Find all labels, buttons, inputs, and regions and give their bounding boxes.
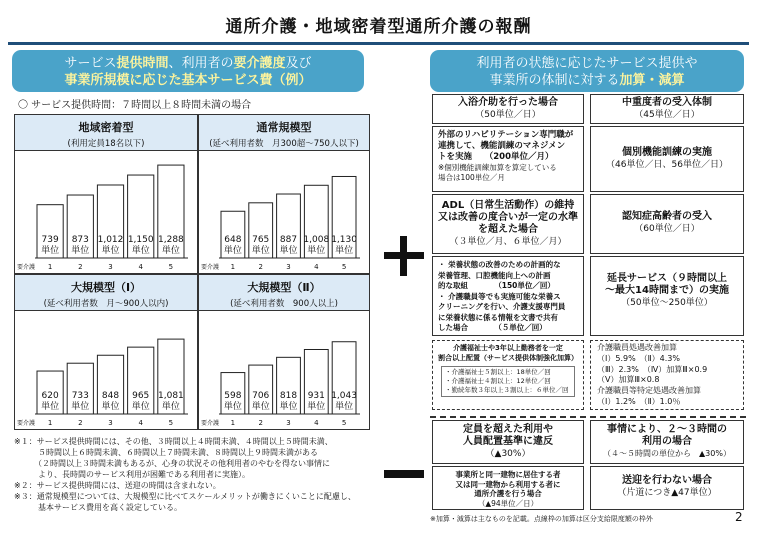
cell-line: した場合 （５単位／回） [438, 323, 547, 332]
x-tick-label: 5 [341, 419, 347, 427]
x-tick-label: 4 [138, 419, 143, 427]
cell-line: 介護職員等特定処遇改善加算 [597, 386, 701, 396]
cell-line: ・介護福祉士４割以上：12単位／回 [445, 377, 551, 385]
cell-value: （▲94単位／日） [477, 498, 539, 508]
cell-value: （46単位／日、56単位／日） [606, 160, 728, 170]
cell-value: （45単位／日） [634, 110, 700, 120]
short-use-subtraction [590, 420, 744, 464]
bar-unit-label: 単位 [279, 402, 298, 412]
bar-value-label: 739 [41, 235, 59, 245]
hdr-text: 事業所の体制に対する [489, 73, 620, 88]
note-line: ５時間以上６時間未満、６時間以上７時間未満、８時間以上９時間未満がある [14, 448, 318, 457]
bar-unit-label: 単位 [101, 246, 120, 256]
cell-line: 延長サービス（９時間以上 [607, 273, 727, 284]
cell-title: 中重度者の受入体制 [622, 97, 712, 108]
hdr-highlight: 要介護度 [233, 56, 286, 71]
cell-line: 利用の場合 [642, 436, 692, 447]
page-title: 通所介護・地域密着型通所介護の報酬 [225, 17, 532, 37]
cell-line: 外部のリハビリテーション専門職が [438, 130, 574, 140]
left-section-header [12, 50, 364, 92]
cell-line: ・ 栄養状態の改善のための計画的な [438, 260, 561, 269]
x-tick-label: 5 [168, 263, 174, 271]
bar-unit-label: 単位 [335, 246, 354, 256]
bar-value-label: 873 [71, 235, 89, 245]
hdr-text: 、利用者の [168, 56, 234, 71]
cell-line: ※個別機能訓練加算を算定している [438, 163, 557, 172]
cell-line: に栄養状態に係る情報を文書で共有 [438, 312, 558, 322]
individual-training-addition [590, 126, 744, 192]
x-tick-label: 3 [286, 419, 291, 427]
bar-chart [199, 151, 368, 272]
bar-value-label: 887 [279, 235, 298, 245]
bar-unit-label: 単位 [307, 246, 326, 256]
bar-chart [199, 311, 368, 428]
bar-value-label: 598 [224, 391, 242, 401]
service-time-condition: 〇 サービス提供時間：７時間以上８時間未満の場合 [18, 100, 252, 111]
cell-line: 又は同一建物から利用する者に [455, 479, 561, 489]
service-provision-strengthening-addition [432, 340, 584, 410]
same-building-subtraction [432, 466, 584, 510]
cell-line: （Ⅰ）1.2% （Ⅱ）1.0％ [597, 396, 681, 406]
note-line: ※３：通常規模型については、大規模型に比べてスケールメリットが働きにくいことに配慮し、 [14, 492, 356, 501]
bar-value-label: 733 [71, 391, 89, 401]
chart-subtitle: (利用定員18名以下) [67, 139, 145, 149]
dementia-acceptance-addition [590, 194, 744, 254]
chart-title: 通常規模型 [256, 121, 312, 134]
bar-value-label: 1,081 [158, 391, 184, 401]
cell-line: 定員を超えた利用や [463, 424, 553, 435]
treatment-improvement-addition [590, 340, 744, 410]
note-line: （２時間以上３時間未満もあるが、心身の状況その他利用者のやむを得ない事情に [14, 459, 330, 468]
note-line: 基本サービス費用を高く設定している。 [14, 503, 182, 512]
cell-line: 介護職員処遇改善加算 [597, 343, 677, 352]
cell-value: （３単位／月、６単位／月） [449, 237, 567, 247]
note-line: ※１：サービス提供時間には、その他、３時間以上４時間未満、４時間以上５時間未満、 [14, 437, 333, 446]
chart-panel-community [14, 114, 198, 274]
bar-value-label: 706 [252, 391, 270, 401]
x-axis-prefix: 要介護 [201, 420, 220, 427]
cell-line: ADL（日常生活動作）の維持 [441, 200, 575, 211]
bar-value-label: 1,043 [331, 391, 357, 401]
bar-unit-label: 単位 [251, 402, 270, 412]
bar-value-label: 931 [307, 391, 325, 401]
hdr-text: 利用者の状態に応じたサービス提供や [476, 56, 698, 71]
hdr-highlight: 加算・減算 [619, 73, 685, 88]
cell-title: 認知症高齢者の受入 [622, 211, 712, 222]
minus-sign [384, 470, 424, 478]
cell-value: （50単位／日） [475, 110, 541, 120]
cell-value: （片道につき▲47単位） [617, 488, 717, 498]
bar-unit-label: 単位 [307, 402, 326, 412]
x-tick-label: 5 [341, 263, 347, 271]
cell-title: 入浴介助を行った場合 [458, 97, 558, 108]
no-transport-subtraction [590, 466, 744, 510]
bar-unit-label: 単位 [161, 246, 180, 256]
bar-value-label: 1,130 [331, 235, 357, 245]
bar-unit-label: 単位 [101, 402, 120, 412]
cell-line: 人員配置基準に違反 [463, 436, 553, 447]
x-axis-prefix: 要介護 [17, 420, 36, 427]
x-tick-label: 1 [47, 419, 53, 427]
bar-unit-label: 単位 [279, 246, 298, 256]
x-tick-label: 3 [286, 263, 291, 271]
bar-chart [15, 151, 196, 272]
chart-panel-large-2 [198, 274, 370, 430]
bar-value-label: 1,150 [127, 235, 154, 245]
cell-line: 場合は100単位／月 [438, 172, 505, 182]
bar-unit-label: 単位 [71, 402, 90, 412]
cell-line: トを実施 （200単位／月） [438, 152, 554, 162]
x-tick-label: 5 [168, 419, 174, 427]
plus-sign [384, 236, 424, 276]
bar-unit-label: 単位 [131, 246, 150, 256]
chart-title: 地域密着型 [78, 121, 134, 134]
bar-unit-label: 単位 [223, 246, 242, 256]
nutrition-addition [432, 256, 584, 336]
cell-line: を超えた場合 [478, 224, 538, 235]
add-sub-separator [430, 416, 746, 418]
hdr-text: 及び [285, 56, 312, 71]
right-section-header [430, 50, 744, 92]
x-tick-label: 1 [47, 263, 53, 271]
cell-line: 栄養管理、口腔機能向上への計画 [438, 270, 551, 280]
bar-unit-label: 単位 [161, 402, 180, 412]
x-tick-label: 4 [138, 263, 143, 271]
chart-subtitle: (延べ利用者数 月～900人以内) [43, 299, 169, 309]
extended-service-addition [590, 256, 744, 336]
cell-line: 連携して、機能訓練のマネジメン [438, 141, 566, 151]
bar-value-label: 848 [101, 391, 120, 401]
x-tick-label: 4 [314, 263, 319, 271]
page-number: 2 [735, 510, 743, 524]
bar-unit-label: 単位 [71, 246, 90, 256]
bar-value-label: 965 [132, 391, 150, 401]
cell-line: ～最大14時間まで）の実施 [605, 285, 729, 296]
cell-line: （Ⅴ）加算Ⅲ×0.8 [597, 375, 660, 385]
bar-value-label: 818 [279, 391, 298, 401]
cell-line: ・ 介護職員等でも実施可能な栄養ス [438, 291, 561, 301]
note-line: ※２：サービス提供時間には、送迎の時間は含まれない。 [14, 481, 221, 490]
bar-unit-label: 単位 [251, 246, 270, 256]
bar-unit-label: 単位 [41, 402, 60, 412]
chart-panel-large-1 [14, 274, 198, 430]
cell-value: （50単位～250単位） [621, 298, 713, 308]
cell-line: 的な取組 （150単位／回） [438, 281, 555, 290]
bar-unit-label: 単位 [223, 402, 242, 412]
cell-line: クリーニングを行い、介護支援専門員 [438, 302, 566, 311]
cell-line: 通所介護を行う場合 [474, 489, 542, 498]
x-tick-label: 3 [108, 419, 113, 427]
cell-line: （Ⅰ）5.9% （Ⅱ）4.3% [597, 353, 680, 363]
cell-line: 事業所と同一建物に居住する者 [455, 470, 561, 479]
hdr-highlight: 提供時間 [116, 56, 169, 71]
x-tick-label: 3 [108, 263, 113, 271]
cell-value: （▲30%） [485, 449, 531, 459]
cell-line: 事情により、２～３時間の [607, 424, 727, 435]
bar-value-label: 765 [252, 235, 270, 245]
rehab-collab-addition [432, 126, 584, 192]
cell-line: 割合以上配置（サービス提供体制強化加算） [438, 353, 578, 362]
x-axis-prefix: 要介護 [201, 264, 220, 271]
bar-unit-label: 単位 [131, 402, 150, 412]
chart-title: 大規模型（Ⅰ） [70, 281, 142, 294]
footnotes [14, 436, 384, 513]
x-tick-label: 1 [230, 263, 236, 271]
note-line: より、長時間のサービス利用が困難である利用者に実施）。 [14, 470, 250, 479]
cell-line: （Ⅲ）2.3% （Ⅳ）加算Ⅲ×0.9 [597, 364, 708, 374]
over-capacity-subtraction [432, 420, 584, 464]
severe-acceptance-addition [590, 94, 744, 124]
hdr-highlight: 事業所規模に応じた基本サービス費（例） [64, 73, 312, 88]
x-tick-label: 1 [230, 419, 236, 427]
x-tick-label: 2 [78, 263, 83, 271]
x-tick-label: 2 [258, 263, 263, 271]
cell-line: ・介護福祉士５割以上：18単位／回 [445, 368, 551, 376]
x-tick-label: 2 [78, 419, 83, 427]
adl-addition [432, 194, 584, 254]
x-axis-prefix: 要介護 [17, 264, 36, 271]
x-tick-label: 2 [258, 419, 263, 427]
x-tick-label: 4 [314, 419, 319, 427]
chart-panel-normal [198, 114, 370, 274]
bar-value-label: 1,012 [97, 235, 124, 245]
bar-value-label: 648 [224, 235, 242, 245]
chart-subtitle: (延べ利用者数 月300超～750人以下) [209, 139, 359, 149]
bar-value-label: 620 [41, 391, 59, 401]
hdr-text: サービス [64, 56, 117, 71]
cell-value: （４～５時間の単位から ▲30%） [603, 449, 731, 458]
cell-value: （60単位／日） [634, 224, 700, 234]
cell-line: 介護福祉士や3年以上勤務者を一定 [453, 344, 563, 352]
title-underline [8, 42, 749, 45]
chart-subtitle: (延べ利用者数 900人以上) [230, 299, 338, 309]
footer-note: ※加算・減算は主なものを記載。点線枠の加算は区分支給限度額の枠外 [430, 515, 653, 523]
cell-title: 送迎を行わない場合 [622, 475, 712, 486]
cell-line: 又は改善の度合いが一定の水準 [438, 212, 578, 223]
cell-line: ・勤続年数３年以上３割以上：６単位／回 [445, 386, 569, 394]
bar-chart [15, 311, 196, 428]
bar-unit-label: 単位 [41, 246, 60, 256]
bar-unit-label: 単位 [335, 402, 354, 412]
bar-value-label: 1,008 [303, 235, 330, 245]
bar-value-label: 1,288 [158, 235, 184, 245]
chart-title: 大規模型（Ⅱ） [247, 281, 321, 294]
cell-title: 個別機能訓練の実施 [622, 147, 712, 158]
bathing-addition [432, 94, 584, 124]
